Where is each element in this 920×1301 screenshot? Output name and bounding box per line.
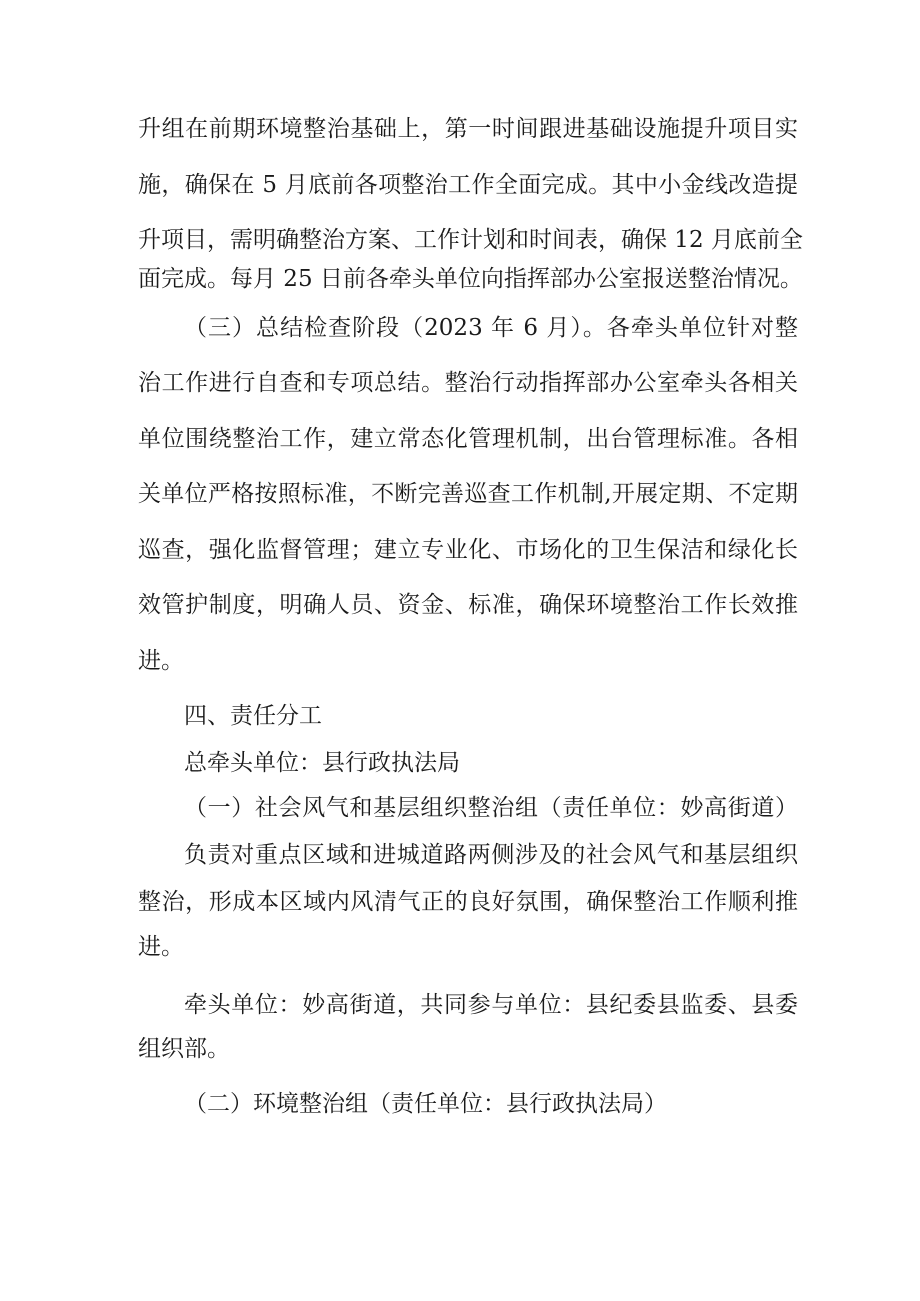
text-line: 面完成。每月 25 日前各牵头单位向指挥部办公室报送整治情况。	[138, 266, 803, 292]
text-line: 效管护制度，明确人员、资金、标准，确保环境整治工作长效推	[138, 592, 798, 618]
text-line: 负责对重点区域和进城道路两侧涉及的社会风气和基层组织	[184, 842, 798, 868]
text-line: 施，确保在 5 月底前各项整治工作全面完成。其中小金线改造提	[138, 172, 798, 198]
group-one-title: （一）社会风气和基层组织整治组（责任单位：妙高街道）	[184, 795, 798, 821]
text-line: 牵头单位：妙高街道，共同参与单位：县纪委县监委、县委	[184, 992, 798, 1018]
text-line: 进。	[138, 934, 184, 960]
group-two-title: （二）环境整治组（责任单位：县行政执法局）	[184, 1091, 667, 1117]
text-line: 升组在前期环境整治基础上，第一时间跟进基础设施提升项目实	[138, 116, 798, 142]
text-line: 组织部。	[138, 1036, 230, 1062]
text-line: 升项目，需明确整治方案、工作计划和时间表，确保 12 月底前全	[138, 227, 803, 253]
text-line: 治工作进行自查和专项总结。整治行动指挥部办公室牵头各相关	[138, 370, 798, 396]
text-line: 单位围绕整治工作，建立常态化管理机制，出台管理标准。各相	[138, 426, 798, 452]
text-line: 巡查，强化监督管理；建立专业化、市场化的卫生保洁和绿化长	[138, 537, 798, 563]
text-line: 整治，形成本区域内风清气正的良好氛围，确保整治工作顺利推	[138, 889, 798, 915]
section-heading: 四、责任分工	[184, 703, 322, 729]
lead-unit: 总牵头单位：县行政执法局	[184, 750, 460, 776]
text-line: 关单位严格按照标准，不断完善巡查工作机制,开展定期、不定期	[138, 481, 798, 507]
text-line: 进。	[138, 648, 184, 674]
text-line: （三）总结检查阶段（2023 年 6 月）。各牵头单位针对整	[184, 315, 798, 341]
